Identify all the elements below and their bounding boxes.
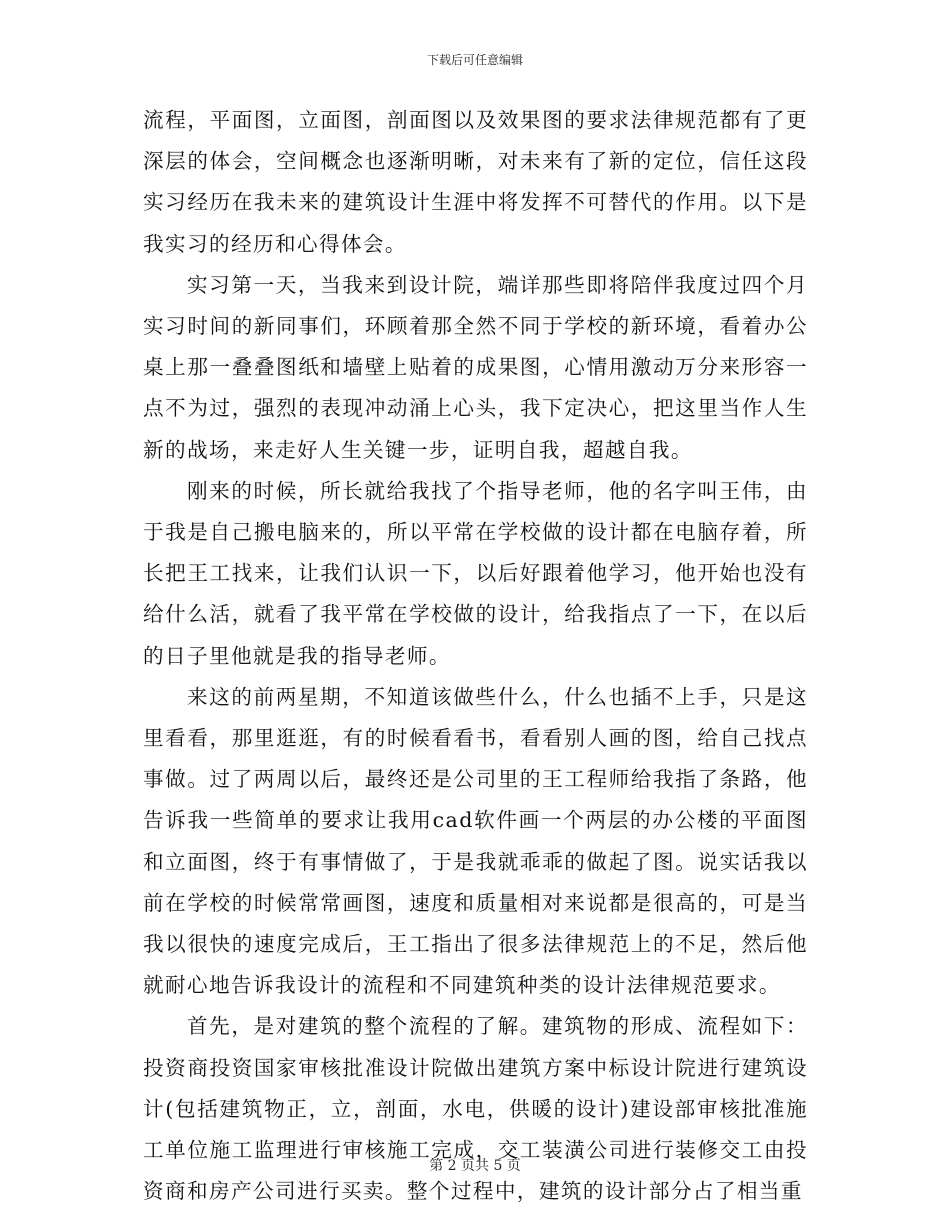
paragraph-2: 实习第一天，当我来到设计院，端详那些即将陪伴我度过四个月实习时间的新同事们，环顾着那全然不同于学校的新环境，看着办公桌上那一叠叠图纸和墙壁上贴着的成果图，心情用激动万分来形容一点不为过，强烈的表现冲动涌上心头，我下定决心，把这里当作人生新的战场，来走好人生关键一步，证明自我，超越自我。 <box>143 272 808 462</box>
paragraph-5: 首先，是对建筑的整个流程的了解。建筑物的形成、流程如下：投资商投资国家审核批准设计院做出建筑方案中标设计院进行建筑设计(包括建筑物正，立，剖面，水电，供暖的设计)建设部审核批准施工单位施工监理进行审核施工完成，交工装潢公司进行装修交工由投资商和房产公司进行买卖。整个过程中，建筑的设计部分占了相当重 <box>143 1014 808 1204</box>
paragraph-1: 流程，平面图，立面图，剖面图以及效果图的要求法律规范都有了更深层的体会，空间概念也逐渐明晰，对未来有了新的定位，信任这段实习经历在我未来的建筑设计生涯中将发挥不可替代的作用。以下是我实习的经历和心得体会。 <box>143 108 808 256</box>
paragraph-3: 刚来的时候，所长就给我找了个指导老师，他的名字叫王伟，由于我是自己搬电脑来的，所以平常在学校做的设计都在电脑存着，所长把王工找来，让我们认识一下，以后好跟着他学习，他开始也没有给什么活，就看了我平常在学校做的设计，给我指点了一下，在以后的日子里他就是我的指导老师。 <box>143 478 808 668</box>
page-number-footer: 第 2 页共 5 页 <box>429 1158 521 1174</box>
document-body <box>143 100 808 1212</box>
page-header: 下载后可任意编辑 <box>426 53 523 67</box>
paragraph-4: 来这的前两星期，不知道该做些什么，什么也插不上手，只是这里看看，那里逛逛，有的时候看看书，看看别人画的图，给自己找点事做。过了两周以后，最终还是公司里的王工程师给我指了条路，他告诉我一些简单的要求让我用cad软件画一个两层的办公楼的平面图和立面图，终于有事情做了，于是我就乖乖的做起了图。说实话我以前在学校的时候常常画图，速度和质量相对来说都是很高的，可是当我以很快的速度完成后，王工指出了很多法律规范上的不足，然后他就耐心地告诉我设计的流程和不同建筑种类的设计法律规范要求。 <box>143 684 808 998</box>
